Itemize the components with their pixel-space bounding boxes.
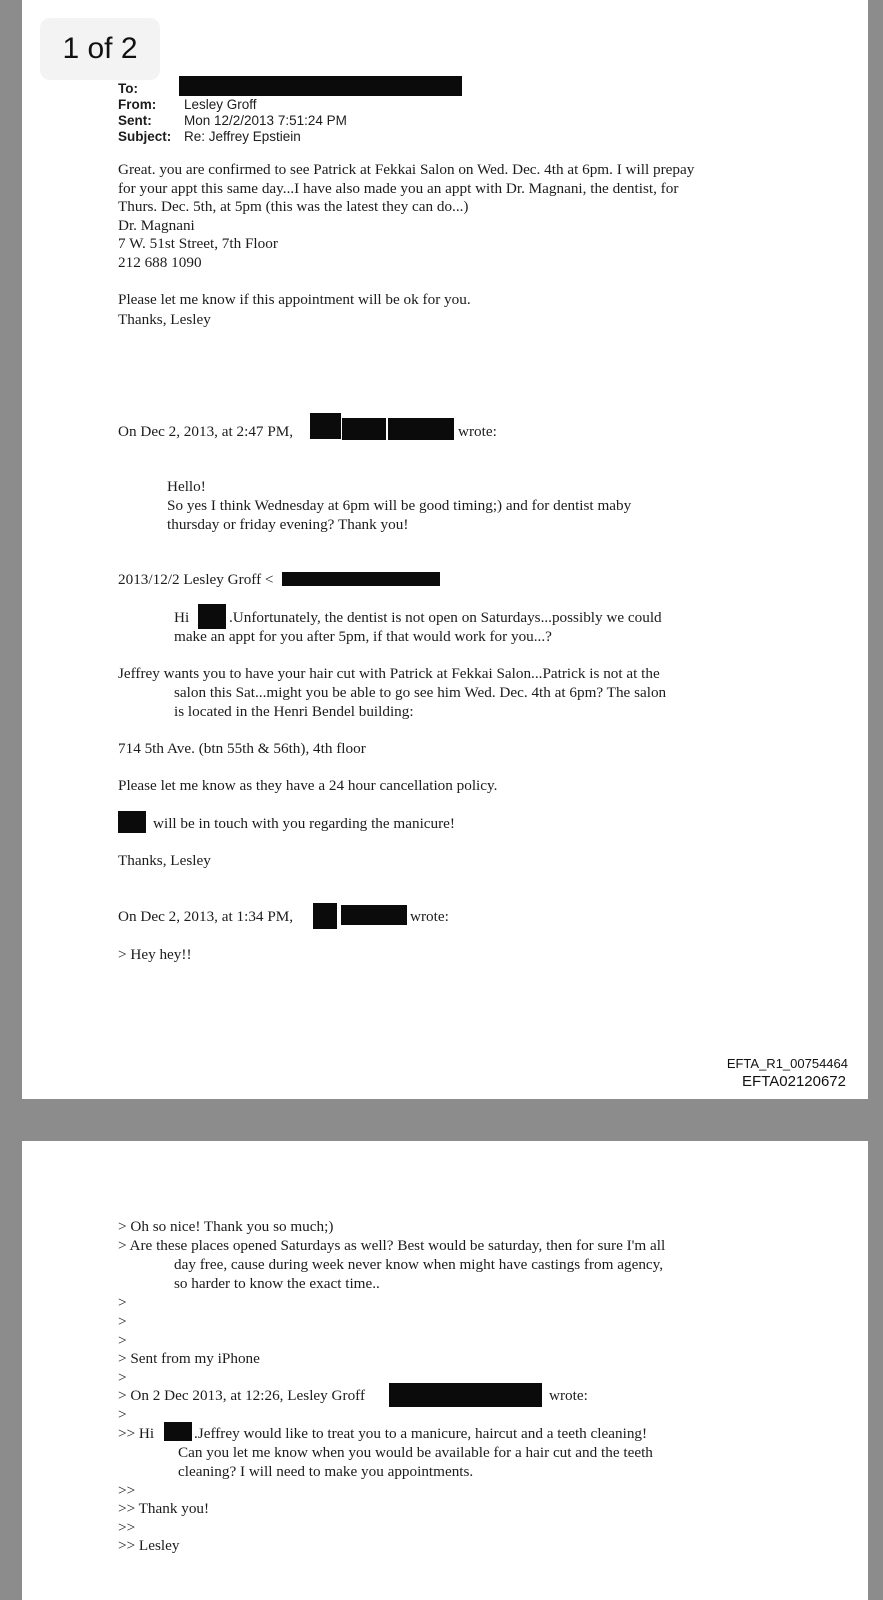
quote-header: > On 2 Dec 2013, at 12:26, Lesley Groff — [118, 1387, 366, 1404]
body-line: > — [118, 1294, 127, 1311]
body-line: >> — [118, 1519, 136, 1536]
body-line: 7 W. 51st Street, 7th Floor — [118, 235, 278, 252]
subject-value: Re: Jeffrey Epstiein — [184, 129, 301, 144]
body-line: >> Thank you! — [118, 1500, 210, 1517]
body-line: > Oh so nice! Thank you so much;) — [118, 1218, 334, 1235]
body-line: make an appt for you after 5pm, if that would work for you...? — [174, 628, 552, 645]
body-line: thursday or friday evening? Thank you! — [167, 516, 409, 533]
from-value: Lesley Groff — [184, 97, 257, 112]
quote-header-wrote: wrote: — [549, 1387, 588, 1404]
quote-header-wrote: wrote: — [410, 908, 449, 925]
redaction-block — [282, 572, 440, 586]
body-line: 212 688 1090 — [118, 254, 202, 271]
sent-value: Mon 12/2/2013 7:51:24 PM — [184, 113, 347, 128]
redaction-block — [118, 811, 146, 833]
body-line: > — [118, 1369, 127, 1386]
body-line: > — [118, 1332, 127, 1349]
body-line: > — [118, 1313, 127, 1330]
quote-header: 2013/12/2 Lesley Groff < — [118, 571, 274, 588]
body-line: .Jeffrey would like to treat you to a manicure, haircut and a teeth cleaning! — [194, 1425, 648, 1442]
body-line: so harder to know the exact time.. — [174, 1275, 380, 1292]
subject-label: Subject: — [118, 129, 172, 144]
redaction-block — [389, 1383, 542, 1407]
redaction-block — [198, 604, 226, 629]
redaction-block — [179, 76, 462, 96]
body-line: 714 5th Ave. (btn 55th & 56th), 4th floor — [118, 740, 366, 757]
body-line: Great. you are confirmed to see Patrick at Fekkai Salon on Wed. Dec. 4th at 6pm. I will prepay — [118, 161, 695, 178]
body-line: Thanks, Lesley — [118, 311, 211, 328]
body-line: is located in the Henri Bendel building: — [174, 703, 414, 720]
body-line: for your appt this same day...I have also made you an appt with Dr. Magnani, the dentist, for — [118, 180, 679, 197]
body-line: cleaning? I will need to make you appointments. — [178, 1463, 474, 1480]
redaction-block — [342, 418, 386, 440]
body-line: >> Lesley — [118, 1537, 180, 1554]
page-counter-badge: 1 of 2 — [40, 18, 160, 80]
document-page-2 — [22, 1141, 868, 1600]
body-line: >> — [118, 1482, 136, 1499]
body-line: Hi — [174, 609, 190, 626]
quote-header-wrote: wrote: — [458, 423, 497, 440]
body-line: day free, cause during week never know when might have castings from agency, — [174, 1256, 664, 1273]
body-line: .Unfortunately, the dentist is not open on Saturdays...possibly we could — [229, 609, 662, 626]
redaction-block — [341, 905, 407, 925]
redaction-block — [313, 903, 337, 929]
body-line: Hello! — [167, 478, 206, 495]
sent-label: Sent: — [118, 113, 152, 128]
quote-header: On Dec 2, 2013, at 1:34 PM, — [118, 908, 294, 925]
redaction-block — [310, 413, 341, 439]
redaction-block — [388, 418, 454, 440]
body-line: Thurs. Dec. 5th, at 5pm (this was the latest they can do...) — [118, 198, 469, 215]
body-line: Please let me know if this appointment will be ok for you. — [118, 291, 471, 308]
document-id: EFTA_R1_00754464 — [726, 1056, 848, 1071]
body-line: >> Hi — [118, 1425, 155, 1442]
body-line: > Are these places opened Saturdays as well? Best would be saturday, then for sure I'm all — [118, 1237, 666, 1254]
body-line: Jeffrey wants you to have your hair cut with Patrick at Fekkai Salon...Patrick is not at the — [118, 665, 660, 682]
redaction-block — [164, 1422, 192, 1441]
body-line: Dr. Magnani — [118, 217, 195, 234]
body-line: salon this Sat...might you be able to go see him Wed. Dec. 4th at 6pm? The salon — [174, 684, 667, 701]
body-line: Thanks, Lesley — [118, 852, 211, 869]
body-line: So yes I think Wednesday at 6pm will be good timing;) and for dentist maby — [167, 497, 632, 514]
document-id: EFTA02120672 — [742, 1073, 846, 1090]
document-page-1 — [22, 0, 868, 1099]
body-line: > Hey hey!! — [118, 946, 192, 963]
body-line: > — [118, 1406, 127, 1423]
to-label: To: — [118, 81, 138, 96]
body-line: will be in touch with you regarding the manicure! — [153, 815, 455, 832]
body-line: Can you let me know when you would be available for a hair cut and the teeth — [178, 1444, 653, 1461]
from-label: From: — [118, 97, 157, 112]
body-line: > Sent from my iPhone — [118, 1350, 260, 1367]
body-line: Please let me know as they have a 24 hour cancellation policy. — [118, 777, 498, 794]
quote-header: On Dec 2, 2013, at 2:47 PM, — [118, 423, 294, 440]
